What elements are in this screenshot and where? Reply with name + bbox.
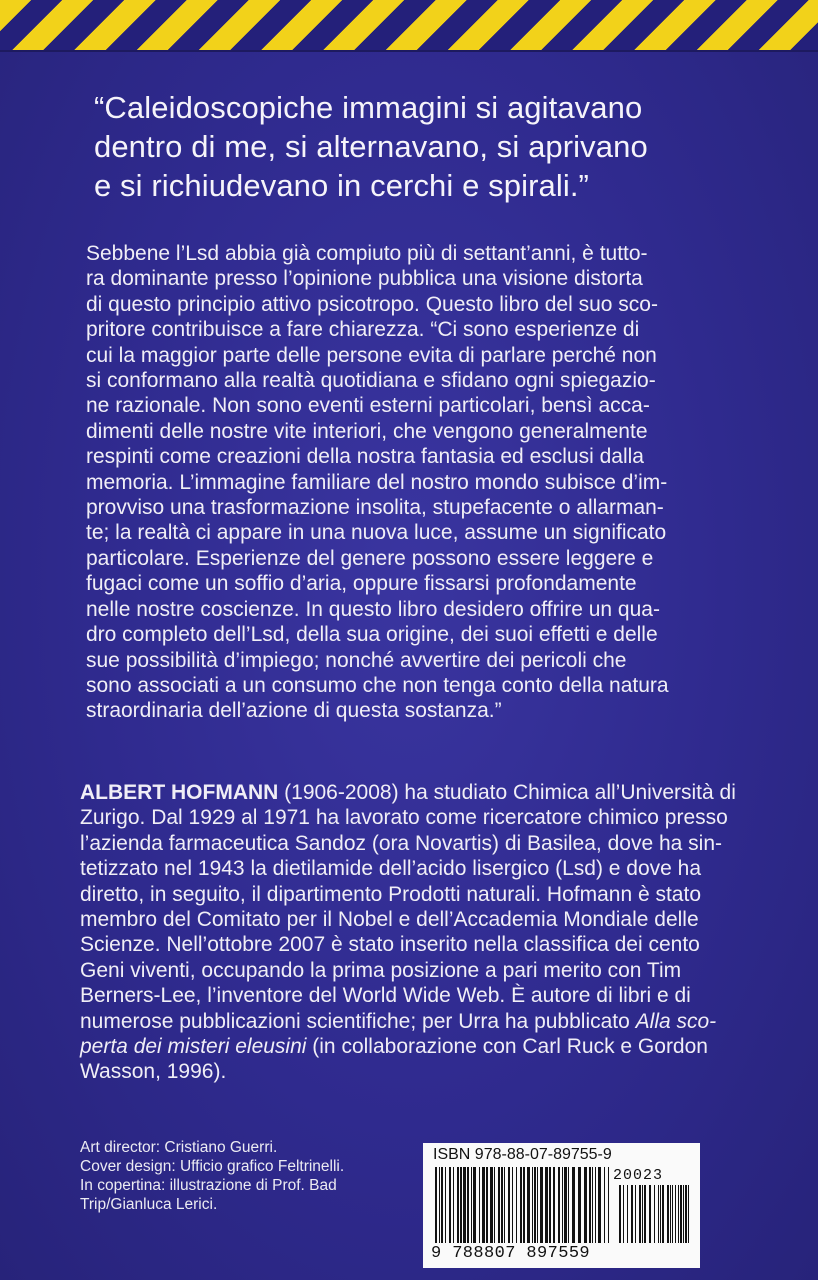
blurb-line: sue possibilità d’impiego; nonché avvertire dei pericoli che: [86, 648, 627, 672]
blurb-paragraph: [86, 241, 746, 724]
blurb-line: nelle nostre coscienze. In questo libro desidero offrire un qua-: [86, 597, 660, 621]
bio-text: (in collaborazione con Carl Ruck e Gordon: [306, 1035, 708, 1059]
barcode-bars: [433, 1167, 691, 1247]
blurb-line: provviso una trasformazione insolita, stupefacente o allarman-: [86, 496, 664, 520]
blurb-line: ra dominante presso l’opinione pubblica una visione distorta: [86, 267, 643, 291]
blurb-line: pritore contribuisce a fare chiarezza. “Ci sono esperienze di: [86, 318, 640, 342]
credit-line: Cover design: Ufficio grafico Feltrinelli.: [80, 1158, 345, 1175]
author-bio: [80, 780, 736, 1085]
blurb-line: straordinaria dell’azione di questa sostanza.”: [86, 699, 502, 723]
bio-line: tetizzato nel 1943 la dietilamide dell’acido lisergico (Lsd) e dove ha: [80, 857, 702, 881]
bio-line: [80, 780, 736, 805]
bio-line: Geni viventi, occupando la prima posizione a pari merito con Tim: [80, 958, 682, 982]
hazard-stripe-band: [0, 0, 818, 52]
bio-text: (1906-2008) ha studiato Chimica all’Università di: [278, 781, 736, 804]
blurb-line: respinti come creazioni della nostra fantasia ed esclusi dalla: [86, 445, 644, 469]
blurb-line: ne razionale. Non sono eventi esterni particolari, bensì acca-: [86, 394, 650, 418]
bio-text: numerose pubblicazioni scientifiche; per Urra ha pubblicato: [80, 1009, 636, 1033]
quote-line: e si richiudevano in cerchi e spirali.”: [94, 168, 589, 203]
isbn-text: ISBN 978-88-07-89755-9: [433, 1146, 612, 1163]
quote-line: dentro di me, si alternavano, si aprivano: [94, 129, 648, 164]
blurb-line: memoria. L’immagine familiare del nostro mondo subisce d’im-: [86, 470, 668, 494]
credit-line: In copertina: illustrazione di Prof. Bad: [80, 1177, 337, 1194]
bio-line: membro del Comitato per il Nobel e dell’Accademia Mondiale delle: [80, 908, 699, 932]
quote-line: “Caleidoscopiche immagini si agitavano: [94, 90, 643, 125]
barcode-label: [423, 1143, 700, 1268]
addon-digits: 20023: [613, 1167, 664, 1184]
blurb-line: di questo principio attivo psicotropo. Questo libro del suo sco-: [86, 292, 658, 316]
credits: [80, 1138, 420, 1214]
author-name: ALBERT HOFMANN: [80, 781, 279, 804]
blurb-line: dimenti delle nostre vite interiori, che vengono generalmente: [86, 419, 648, 443]
bio-line: Scienze. Nell’ottobre 2007 è stato inserito nella classifica dei cento: [80, 933, 700, 957]
credit-line: Trip/Gianluca Lerici.: [80, 1196, 218, 1213]
blurb-line: cui la maggior parte delle persone evita di parlare perché non: [86, 343, 657, 367]
blurb-line: Sebbene l’Lsd abbia già compiuto più di settant’anni, è tutto-: [86, 242, 648, 265]
bio-line: Berners-Lee, l’inventore del World Wide Web. È autore di libri e di: [80, 984, 691, 1008]
blurb-line: dro completo dell’Lsd, della sua origine, dei suoi effetti e delle: [86, 623, 658, 647]
blurb-line: fugaci come un soffio d’aria, oppure fissarsi profondamente: [86, 572, 637, 596]
pull-quote: [94, 88, 794, 205]
bio-line: l’azienda farmaceutica Sandoz (ora Novartis) di Basilea, dove ha sin-: [80, 831, 722, 855]
credit-line: Art director: Cristiano Guerri.: [80, 1139, 278, 1156]
blurb-line: particolare. Esperienze del genere possono essere leggere e: [86, 546, 654, 570]
blurb-line: si conformano alla realtà quotidiana e sfidano ogni spiegazio-: [86, 369, 656, 393]
blurb-line: sono associati a un consumo che non tenga conto della natura: [86, 673, 669, 697]
bio-line: Wasson, 1996).: [80, 1060, 227, 1084]
bio-line: [80, 1034, 720, 1059]
bio-line: Zurigo. Dal 1929 al 1971 ha lavorato come ricercatore chimico presso: [80, 806, 728, 830]
book-title: perta dei misteri eleusini: [80, 1035, 307, 1059]
bio-line: [80, 1009, 720, 1034]
ean-digits: 9 788807 897559: [431, 1244, 591, 1263]
blurb-line: te; la realtà ci appare in una nuova luce, assume un significato: [86, 521, 667, 545]
bio-line: diretto, in seguito, il dipartimento Prodotti naturali. Hofmann è stato: [80, 882, 701, 906]
book-title: Alla sco-: [635, 1009, 717, 1033]
